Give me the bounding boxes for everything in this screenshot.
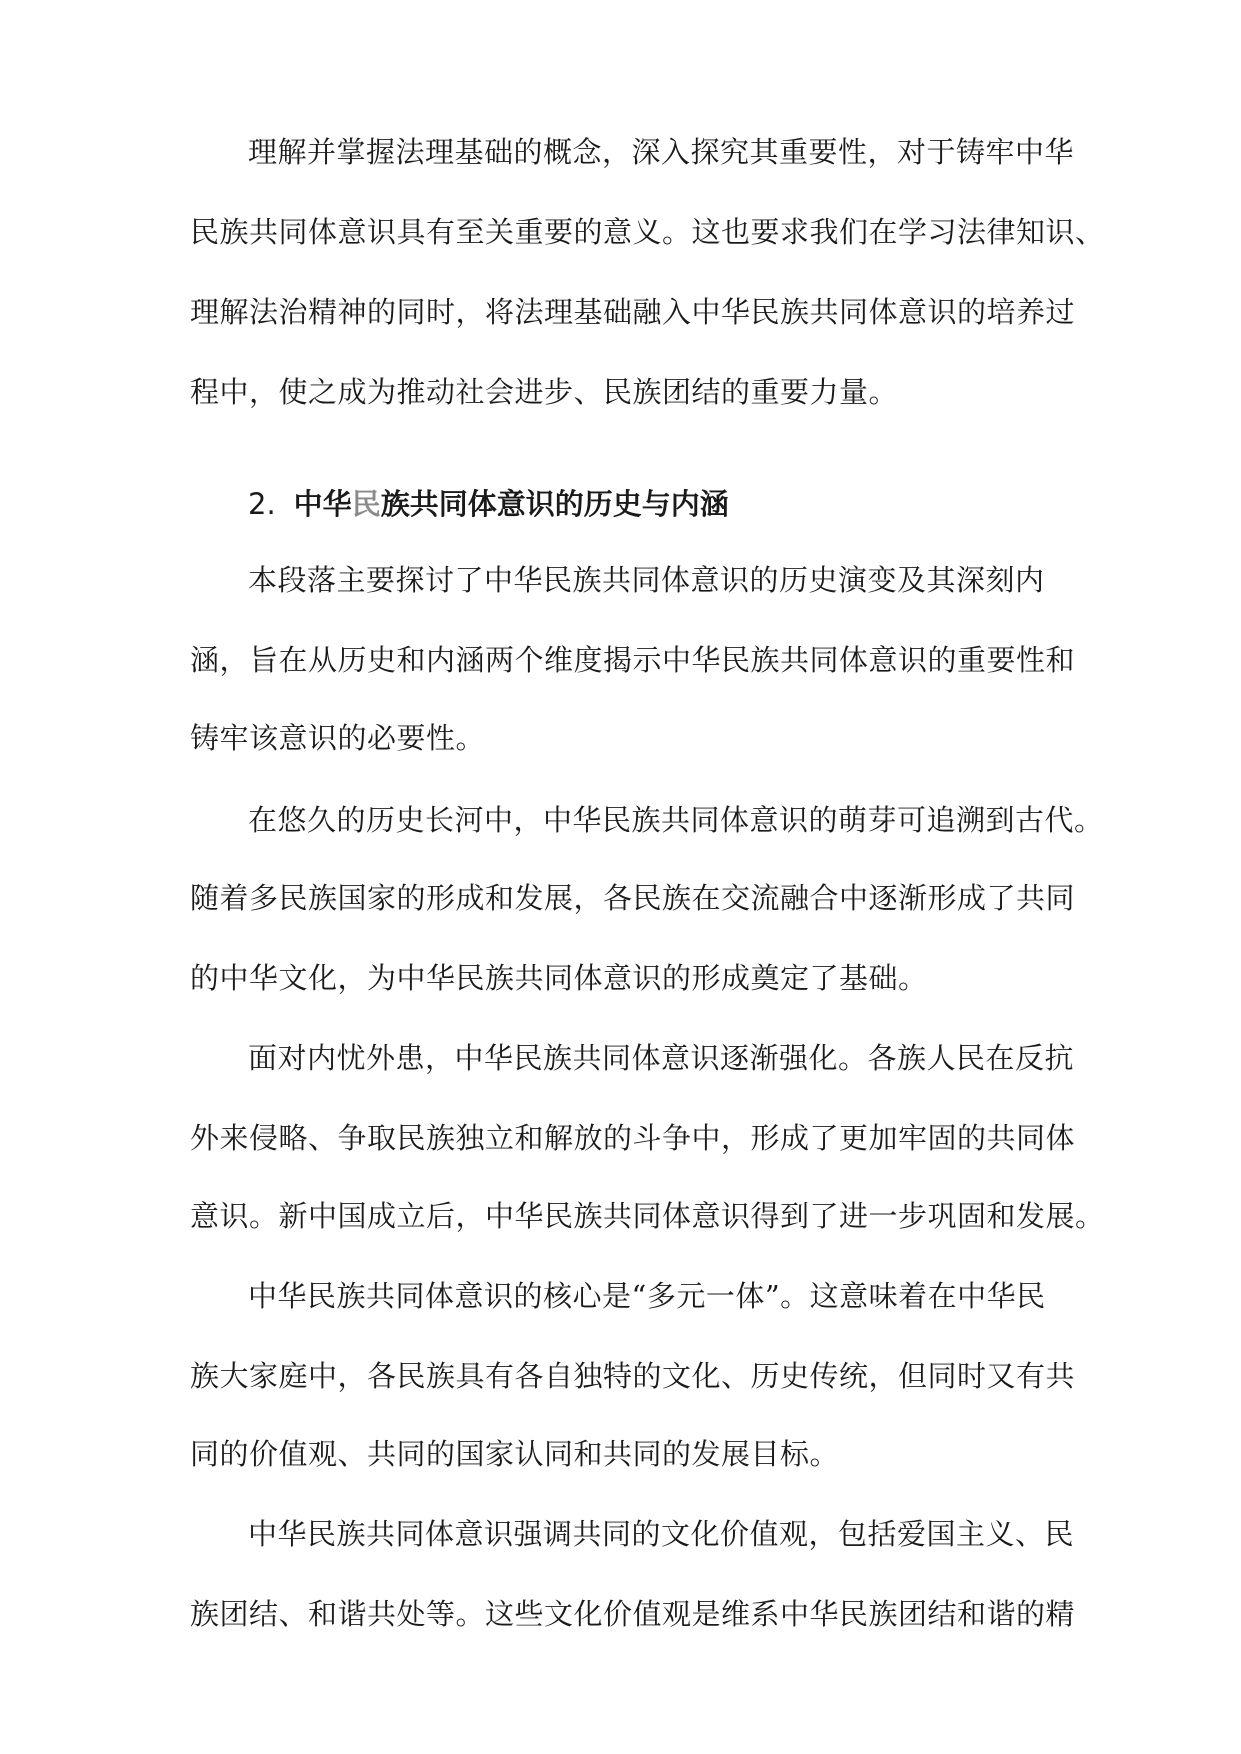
paragraph-1-line-3: 理解法治精神的同时，将法理基础融入中华民族共同体意识的培养过 <box>190 295 1076 329</box>
paragraph-4-line-3: 意识。新中国成立后，中华民族共同体意识得到了进一步巩固和发展。 <box>190 1199 1105 1233</box>
paragraph-3-line-1: 在悠久的历史长河中，中华民族共同体意识的萌芽可追溯到古代。 <box>248 803 1104 837</box>
paragraph-5-line-1: 中华民族共同体意识的核心是“多元一体”。这意味着在中华民 <box>248 1279 1046 1313</box>
paragraph-2-line-1: 本段落主要探讨了中华民族共同体意识的历史演变及其深刻内 <box>248 563 1045 597</box>
paragraph-5-line-3: 同的价值观、共同的国家认同和共同的发展目标。 <box>190 1437 840 1471</box>
paragraph-1-line-4: 程中，使之成为推动社会进步、民族团结的重要力量。 <box>190 375 899 409</box>
section-title-part-1: 中华 <box>293 487 352 521</box>
paragraph-5-line-2: 族大家庭中，各民族具有各自独特的文化、历史传统，但同时又有共 <box>190 1359 1076 1393</box>
section-title-part-3: 族共同体意识的历史与内涵 <box>380 487 729 521</box>
section-title-part-2: 民 <box>351 487 381 521</box>
paragraph-3-line-2: 随着多民族国家的形成和发展，各民族在交流融合中逐渐形成了共同 <box>190 881 1076 915</box>
paragraph-6-line-1: 中华民族共同体意识强调共同的文化价值观，包括爱国主义、民 <box>248 1517 1075 1551</box>
paragraph-2-line-3: 铸牢该意识的必要性。 <box>190 721 486 755</box>
paragraph-1-line-2: 民族共同体意识具有至关重要的意义。这也要求我们在学习法律知识、 <box>190 215 1105 249</box>
paragraph-4-line-2: 外来侵略、争取民族独立和解放的斗争中，形成了更加牢固的共同体 <box>190 1121 1076 1155</box>
paragraph-3-line-3: 的中华文化，为中华民族共同体意识的形成奠定了基础。 <box>190 961 928 995</box>
section-heading <box>248 484 729 524</box>
paragraph-4-line-1: 面对内忧外患，中华民族共同体意识逐渐强化。各族人民在反抗 <box>248 1041 1075 1075</box>
paragraph-6-line-2: 族团结、和谐共处等。这些文化价值观是维系中华民族团结和谐的精 <box>190 1597 1076 1631</box>
paragraph-1-line-1: 理解并掌握法理基础的概念，深入探究其重要性，对于铸牢中华 <box>248 135 1075 169</box>
paragraph-2-line-2: 涵，旨在从历史和内涵两个维度揭示中华民族共同体意识的重要性和 <box>190 643 1076 677</box>
section-number: 2. <box>248 487 276 521</box>
